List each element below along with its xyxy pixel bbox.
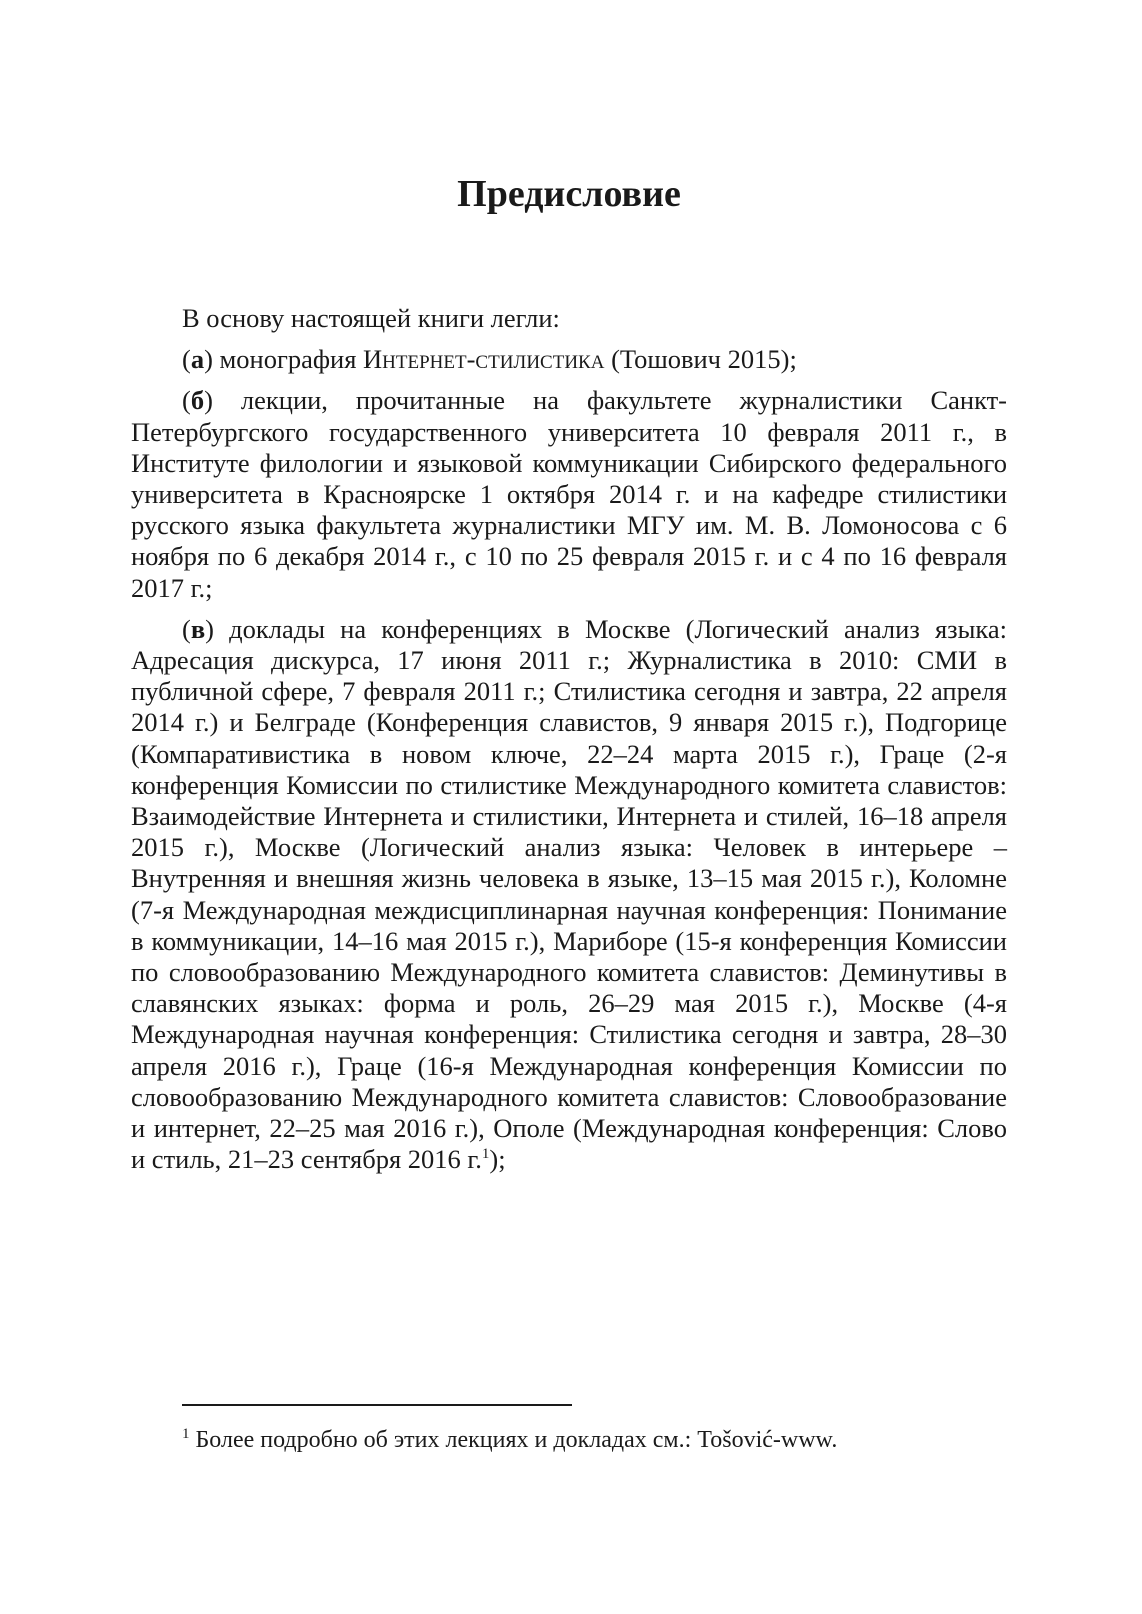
item-b-text: лекции, прочитанные на факультете журналистики Санкт-Петербургского государственного университета 10 февраля 2011 г., в Институте филологии и языковой коммуникации Сибирского федерального университета в Красноярске 1 октября 2014 г. и на кафедре стилистики русского языка факультета журналистики МГУ им. М. В. Ломоносова с 6 ноября по 6 декабря 2014 г., с 10 по 25 февраля 2015 г. и с 4 по 16 февраля 2017 г.; xyxy=(131,385,1007,603)
item-c-text-end: ); xyxy=(489,1144,506,1175)
intro-paragraph xyxy=(131,303,1007,334)
footnote-divider xyxy=(182,1404,572,1406)
item-a-paragraph: (а) монография Интернет-стилистика (Тошович 2015); xyxy=(182,344,797,375)
item-b-paragraph: (б) лекции, прочитанные на факультете журналистики Санкт-Петербургского государственного университета 10 февраля 2011 г., в Институте филологии и языковой коммуникации Сибирского федерального университета в Красноярске 1 октября 2014 г. и на кафедре стилистики русского языка факультета журналистики МГУ им. М. В. Ломоносова с 6 ноября по 6 декабря 2014 г., с 10 по 25 февраля 2015 г. и с 4 по 16 февраля 2017 г.; xyxy=(131,385,1007,603)
footnote-text: Более подробно об этих лекциях и докладах см.: Tošović-www. xyxy=(195,1427,838,1453)
footnote-reference[interactable]: 1 xyxy=(481,1146,490,1163)
item-c-paragraph: (в) доклады на конференциях в Москве (Логический анализ языка: Адресация дискурса, 17 июня 2011 г.; Журналистика в 2010: СМИ в публичной сфере, 7 февраля 2011 г.; Стилистика сегодня и завтра, 22 апреля 2014 г.) и Белграде (Конференция славистов, 9 января 2015 г.), Подгорице (Компаративистика в новом ключе, 22–24 марта 2015 г.), Граце (2-я конференция Комиссии по стилистике Международного комитета славистов: Взаимодействие Интернета и стилистики, Интернета и стилей, 16–18 апреля 2015 г.), Москве (Логический анализ языка: Человек в интерьере – Внутренняя и внешняя жизнь человека в языке, 13–15 мая 2015 г.), Коломне (7-я Международная междисциплинарная научная конференция: Понимание в коммуникации, 14–16 мая 2015 г.), Мариборе (15-я конференция Комиссии по словообразованию Международного комитета славистов: Деминутивы в славянских языках: форма и роль, 26–29 мая 2015 г.), Москве (4-я Международная научная конференция: Стилистика сегодня и завтра, 28–30 апреля 2016 г.), Граце (16-я Международная конференция Комиссии по словообразованию Международного комитета славистов: Словообразование и интернет, 22–25 мая 2016 г.), Ополе (Международная конференция: Слово и стиль, 21–23 сентября 2016 г.$^1$); xyxy=(131,613,1008,1175)
item-c-marker: в xyxy=(190,613,206,644)
item-b-marker: б xyxy=(190,385,205,416)
footnote xyxy=(182,1425,1007,1455)
item-a-text-after: (Тошович 2015); xyxy=(604,344,797,375)
item-a-book-title: Интернет-стилистика xyxy=(363,344,605,375)
intro-text: В основу настоящей книги легли: xyxy=(182,303,560,333)
footnote-number: 1 xyxy=(182,1426,190,1442)
item-a-text-before: монография xyxy=(219,344,364,375)
item-c-text: доклады на конференциях в Москве (Логический анализ языка: Адресация дискурса, 17 июня 2011 г.; Журналистика в 2010: СМИ в публичной сфере, 7 февраля 2011 г.; Стилистика сегодня и завтра, 22 апреля 2014 г.) и Белграде (Конференция славистов, 9 января 2015 г.), Подгорице (Компаративистика в новом ключе, 22–24 марта 2015 г.), Граце (2-я конференция Комиссии по стилистике Международного комитета славистов: Взаимодействие Интернета и стилистики, Интернета и стилей, 16–18 апреля 2015 г.), Москве (Логический анализ языка: Человек в интерьере – Внутренняя и внешняя жизнь человека в языке, 13–15 мая 2015 г.), Коломне (7-я Международная междисциплинарная научная конференция: Понимание в коммуникации, 14–16 мая 2015 г.), Мариборе (15-я конференция Комиссии по словообразованию Международного комитета славистов: Деминутивы в славянских языках: форма и роль, 26–29 мая 2015 г.), Москве (4-я Международная научная конференция: Стилистика сегодня и завтра, 28–30 апреля 2016 г.), Граце (16-я Международная конференция Комиссии по словообразованию Международного комитета славистов: Словообразование и интернет, 22–25 мая 2016 г.), Ополе (Международная конференция: Слово и стиль, 21–23 сентября 2016 г. xyxy=(131,613,1008,1175)
main-text xyxy=(131,303,1007,1185)
item-a-marker: а xyxy=(190,344,205,375)
page-title: Предисловие xyxy=(457,173,681,215)
page xyxy=(131,0,1007,1614)
